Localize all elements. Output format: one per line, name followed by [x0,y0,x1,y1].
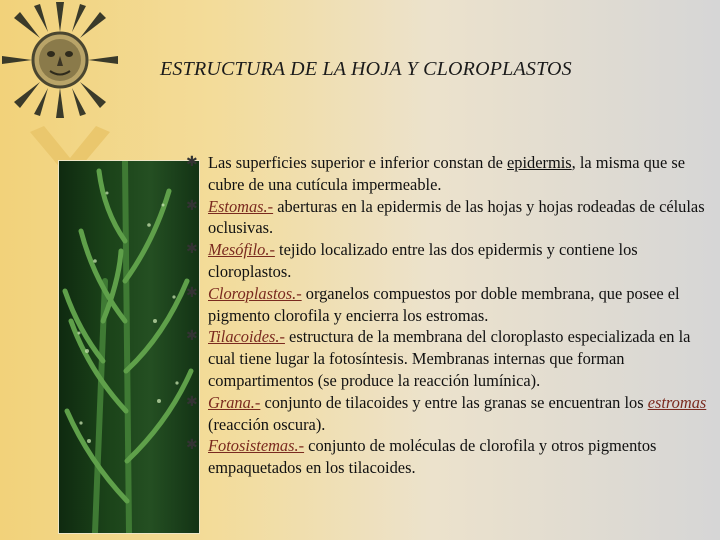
asterisk-bullet-icon: ✱ [186,394,198,410]
asterisk-bullet-icon: ✱ [186,198,198,214]
item-text: organelos compuestos por doble membrana, que posee el pigmento clorofila y encierra los estromas. [208,283,680,325]
bullet-list [186,152,716,479]
asterisk-bullet-icon: ✱ [186,438,198,454]
list-item [186,196,716,240]
list-item [186,435,716,479]
item-text: aberturas en la epidermis de las hojas y hojas rodeadas de células oclusivas. [208,196,705,238]
term-cloroplastos: Cloroplastos.- [208,283,302,303]
term-epidermis: epidermis [507,153,572,172]
term-tilacoides: Tilacoides.- [208,327,285,347]
term-estomas: Estomas.- [208,196,274,216]
sun-face-icon [0,0,120,120]
page-title: ESTRUCTURA DE LA HOJA Y CLOROPLASTOS [160,58,572,80]
list-item [186,283,716,327]
term-estromas: estromas [647,392,707,412]
list-item [186,239,716,283]
item-text: , la misma que se cubre de una cutícula impermeable. [208,153,686,194]
list-item [186,392,716,436]
list-item [186,152,716,196]
list-item [186,326,716,391]
aquatic-plant-photo [58,160,200,534]
item-text: conjunto de moléculas de clorofila y otros pigmentos empaquetados en los tilacoides. [208,436,657,478]
term-grana: Grana.- [208,392,261,412]
term-mesofilo: Mesófilo.- [208,240,275,260]
item-text: estructura de la membrana del cloroplasto especializada en la cual tiene lugar la fotosíntesis. Membranas internas que forman compartimentos (se produce la reacción lumínica). [208,327,691,390]
item-text: tejido localizado entre las dos epidermis y contiene los cloroplastos. [208,240,638,281]
asterisk-bullet-icon: ✱ [186,329,198,345]
asterisk-bullet-icon: ✱ [186,155,198,170]
term-fotosistemas: Fotosistemas.- [208,436,305,456]
asterisk-bullet-icon: ✱ [186,242,198,258]
asterisk-bullet-icon: ✱ [186,285,198,301]
item-text: Las superficies superior e inferior constan de [208,153,508,172]
item-text: (reacción oscura). [208,414,326,434]
item-text: conjunto de tilacoides y entre las granas se encuentran los [260,392,648,412]
